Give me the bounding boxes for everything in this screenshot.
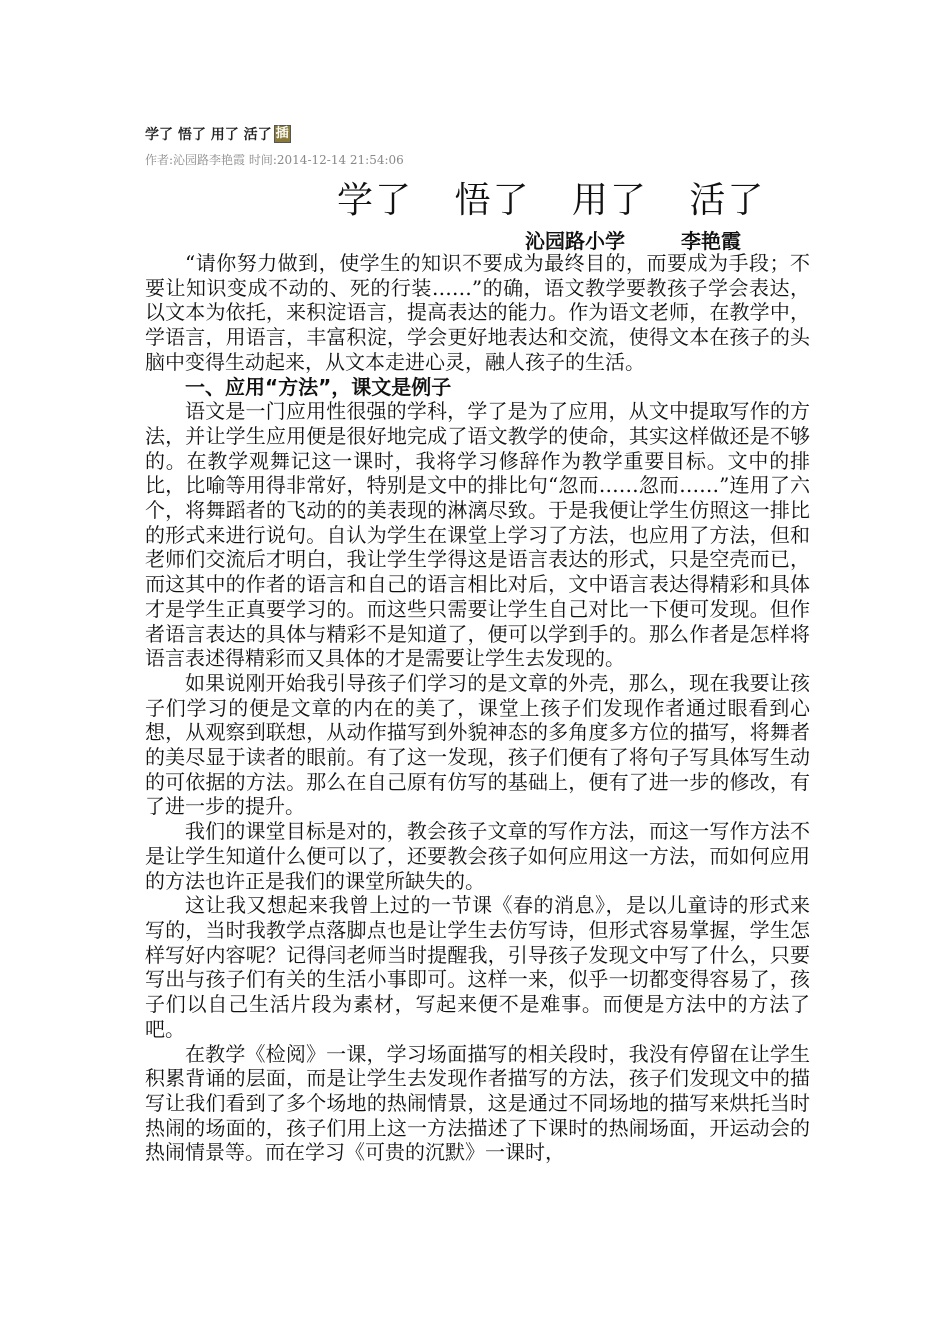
school-name: 沁园路小学 <box>525 229 625 253</box>
section-heading: 一、应用“方法”，课文是例子 <box>185 374 452 399</box>
post-meta: 作者:沁园路李艳霞 时间:2014-12-14 21:54:06 <box>145 153 404 167</box>
article-title: 学了 悟了 用了 活了 <box>337 180 766 221</box>
paragraph: 如果说刚开始我引导孩子们学习的是文章的外壳，那么，现在我要让孩子们学习的便是文章的内在的美了，课堂上孩子们发现作者通过眼看到心想，从观察到联想，从动作描写到外貌神态的多角度多方位的描写，将舞者的美尽显于读者的眼前。有了这一发现，孩子们便有了将句子写具体写生动的可依据的方法。那么在自己原有仿写的基础上，便有了进一步的修改，有了进一步的提升。 <box>145 670 810 819</box>
paragraph: 在教学《检阅》一课，学习场面描写的相关段时，我没有停留在让学生积累背诵的层面，而是让学生去发现作者描写的方法，孩子们发现文中的描写让我们看到了多个场地的热闹情景，这是通过不同场地的描写来烘托当时热闹的场面的，孩子们用上这一方法描述了下课时的热闹场面，开运动会的热闹情景等。而在学习《可贵的沉默》一课时， <box>145 1041 810 1165</box>
insert-tag-icon[interactable]: 插 <box>275 126 289 141</box>
paragraph: “请你努力做到，使学生的知识不要成为最终目的，而要成为手段；不要让知识变成不动的、死的行装……”的确，语文教学要教孩子学会表达，以文本为依托，来积淀语言，提高表达的能力。作为语文老师，在教学中，学语言，用语言，丰富积淀，学会更好地表达和交流，使得文本在孩子的头脑中变得生动起来，从文本走进心灵，融人孩子的生活。 <box>145 251 810 374</box>
paragraph: 语文是一门应用性很强的学科，学了是为了应用，从文中提取写作的方法，并让学生应用便是很好地完成了语文教学的使命，其实这样做还是不够的。在教学观舞记这一课时，我将学习修辞作为教学重要目标。文中的排比，比喻等用得非常好，特别是文中的排比句“忽而……忽而……”连用了六个，将舞蹈者的飞动的的美表现的淋漓尽致。于是我便让学生仿照这一排比的形式来进行说句。自认为学生在课堂上学习了方法，也应用了方法，但和老师们交流后才明白，我让学生学得这是语言表达的形式，只是空壳而已，而这其中的作者的语言和自己的语言相比对后，文中语言表达得精彩和具体才是学生正真要学习的。而这些只需要让学生自己对比一下便可发现。但作者语言表达的具体与精彩不是知道了，便可以学到手的。那么作者是怎样将语言表述得精彩而又具体的才是需要让学生去发现的。 <box>145 399 810 671</box>
paragraph: 这让我又想起来我曾上过的一节课《春的消息》，是以儿童诗的形式来写的，当时我教学点落脚点也是让学生去仿写诗，但形式容易掌握，学生怎样写好内容呢？记得闫老师当时提醒我，引导孩子发现文中写了什么，只要写出与孩子们有关的生活小事即可。这样一来，似乎一切都变得容易了，孩子们以自己生活片段为素材，写起来便不是难事。而便是方法中的方法了吧。 <box>145 893 810 1041</box>
post-title-text[interactable]: 学了 悟了 用了 活了 <box>145 127 272 143</box>
paragraph: 我们的课堂目标是对的，教会孩子文章的写作方法，而这一写作方法不是让学生知道什么便可以了，还要教会孩子如何应用这一方法，而如何应用的方法也许正是我们的课堂所缺失的。 <box>145 819 810 893</box>
article-body <box>145 251 810 1165</box>
author-name: 李艳霞 <box>681 229 741 253</box>
byline <box>525 225 741 254</box>
post-title[interactable] <box>145 124 291 144</box>
